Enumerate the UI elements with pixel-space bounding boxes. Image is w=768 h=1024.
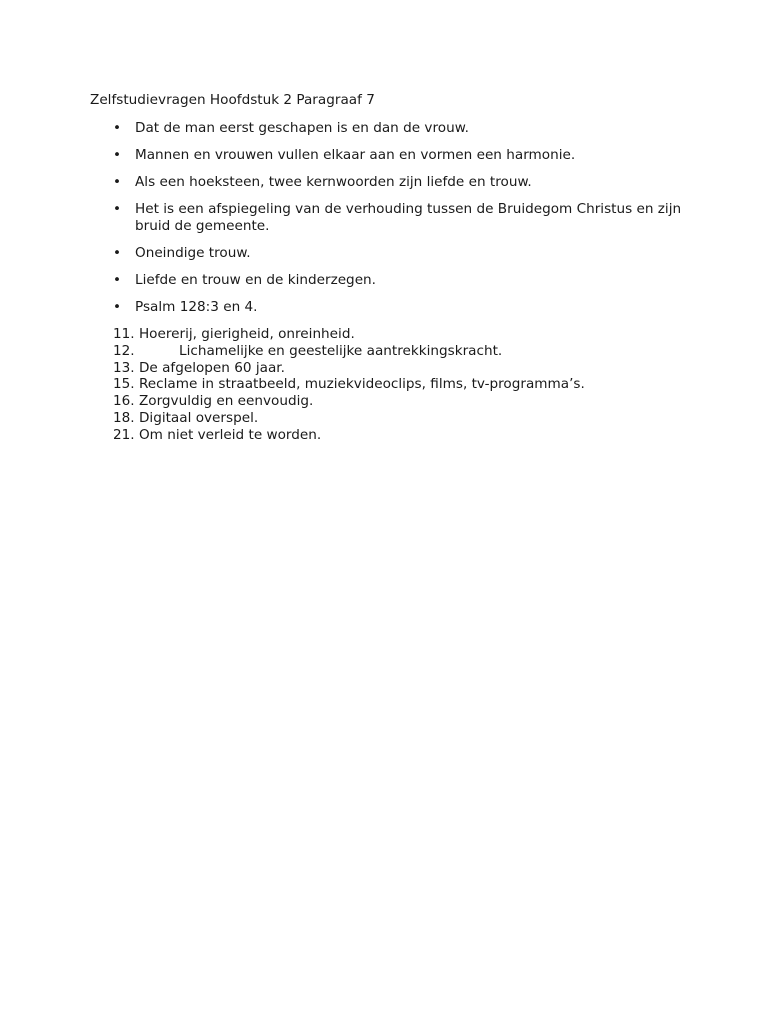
item-text: Reclame in straatbeeld, muziekvideoclips, films, tv-programma’s. <box>138 376 585 393</box>
list-item <box>113 174 683 191</box>
bullet-icon: • <box>113 201 122 217</box>
bullet-text: Dat de man eerst geschapen is en dan de vrouw. <box>135 120 469 136</box>
document-title: Zelfstudievragen Hoofdstuk 2 Paragraaf 7 <box>90 92 375 108</box>
list-item <box>113 410 585 427</box>
bullet-icon: • <box>113 120 122 136</box>
item-number: 12. <box>113 342 135 359</box>
item-text: Digitaal overspel. <box>138 409 259 426</box>
list-item <box>113 245 683 262</box>
list-item <box>113 299 683 316</box>
item-number: 13. <box>113 359 135 376</box>
bullet-icon: • <box>113 147 122 163</box>
item-text: Lichamelijke en geestelijke aantrekkingskracht. <box>179 342 503 359</box>
list-item <box>113 147 683 164</box>
bullet-icon: • <box>113 299 122 315</box>
list-item <box>113 393 585 410</box>
list-item <box>113 427 585 444</box>
list-item <box>113 376 585 393</box>
item-number: 16. <box>113 393 135 410</box>
bullet-text: Mannen en vrouwen vullen elkaar aan en vormen een harmonie. <box>135 147 576 163</box>
list-item <box>113 201 683 235</box>
bullet-icon: • <box>113 174 122 190</box>
bullet-text: Psalm 128:3 en 4. <box>135 299 258 315</box>
item-text: Hoererij, gierigheid, onreinheid. <box>138 326 355 342</box>
item-text: Om niet verleid te worden. <box>138 426 322 443</box>
list-item <box>113 120 683 137</box>
item-text: De afgelopen 60 jaar. <box>138 359 285 376</box>
item-text: Zorgvuldig en eenvoudig. <box>138 393 314 410</box>
bullet-list <box>113 120 683 326</box>
numbered-list <box>113 326 585 444</box>
bullet-text: Oneindige trouw. <box>135 245 251 261</box>
bullet-text: Als een hoeksteen, twee kernwoorden zijn liefde en trouw. <box>135 174 532 190</box>
bullet-text: Liefde en trouw en de kinderzegen. <box>135 272 376 288</box>
item-number: 11. <box>113 326 135 342</box>
bullet-icon: • <box>113 272 122 288</box>
list-item <box>113 360 585 377</box>
list-item <box>113 326 585 343</box>
item-number: 15. <box>113 376 135 393</box>
list-item <box>113 272 683 289</box>
bullet-icon: • <box>113 245 122 261</box>
list-item <box>113 343 585 360</box>
item-number: 18. <box>113 409 135 426</box>
item-number: 21. <box>113 426 135 443</box>
bullet-text: Het is een afspiegeling van de verhouding tussen de Bruidegom Christus en zijn bruid de gemeente. <box>135 201 682 234</box>
